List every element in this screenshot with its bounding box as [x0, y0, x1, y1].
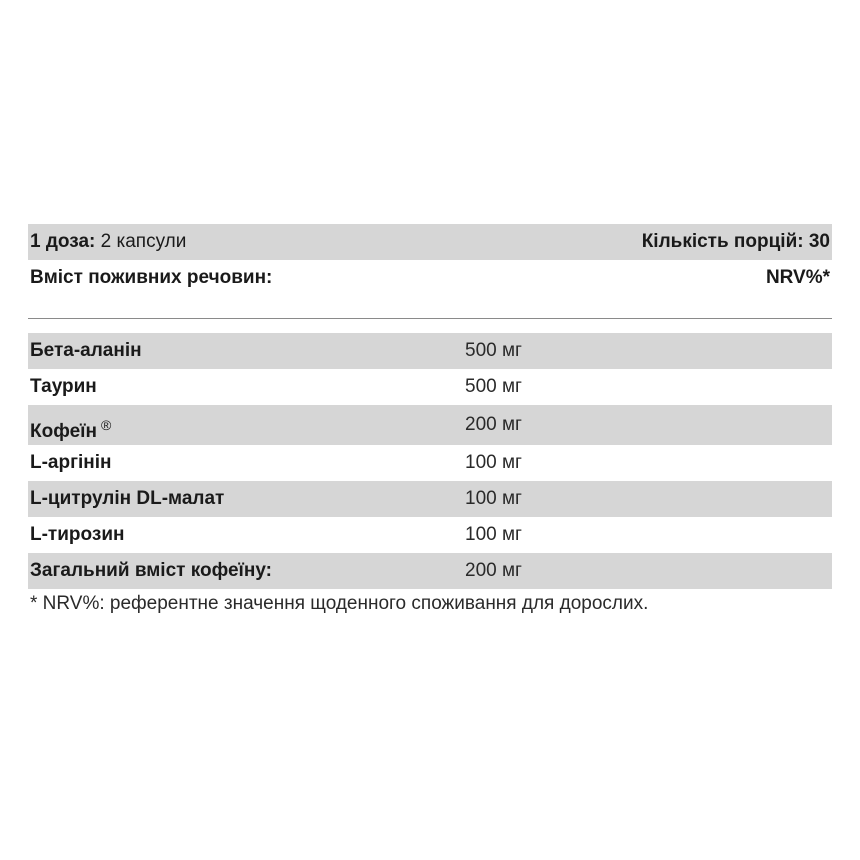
ingredient-amount: 200 мг: [465, 560, 522, 581]
ingredient-name: Бета-аланін: [30, 340, 142, 361]
ingredient-row: [28, 369, 832, 405]
ingredient-amount: 500 мг: [465, 376, 522, 397]
ingredient-row: [28, 517, 832, 553]
content-label: Вміст поживних речовин:: [30, 267, 273, 288]
dose-value: 2 капсули: [100, 231, 187, 252]
ingredient-amount: 100 мг: [465, 488, 522, 509]
supplement-facts-panel: [28, 224, 832, 589]
ingredient-amount: 100 мг: [465, 524, 522, 545]
registered-mark: ®: [100, 417, 112, 433]
ingredient-name: L-тирозин: [30, 524, 125, 545]
ingredient-amount: 500 мг: [465, 340, 522, 361]
content-header-row: [28, 260, 832, 296]
dose-label: 1 доза:: [30, 231, 96, 252]
ingredient-amount: 200 мг: [465, 414, 522, 435]
ingredient-row: [28, 405, 832, 445]
servings-count: Кількість порцій: 30: [641, 231, 830, 252]
ingredient-row: [28, 333, 832, 369]
nrv-label: NRV%*: [765, 267, 830, 288]
ingredient-row: [28, 481, 832, 517]
ingredient-name: Таурин: [30, 376, 97, 397]
nrv-footnote: * NRV%: референтне значення щоденного споживання для дорослих.: [30, 593, 649, 614]
ingredient-row: [28, 445, 832, 481]
ingredient-amount: 100 мг: [465, 452, 522, 473]
total-caffeine-row: [28, 553, 832, 589]
dose-info: [30, 224, 186, 260]
ingredient-name: Загальний вміст кофеїну:: [30, 560, 272, 581]
ingredient-name: L-цитрулін DL-малат: [30, 488, 225, 509]
header-divider: [28, 318, 832, 319]
ingredient-name: Кофеїн: [30, 421, 97, 442]
dose-row: [28, 224, 832, 260]
ingredient-name: L-аргінін: [30, 452, 112, 473]
